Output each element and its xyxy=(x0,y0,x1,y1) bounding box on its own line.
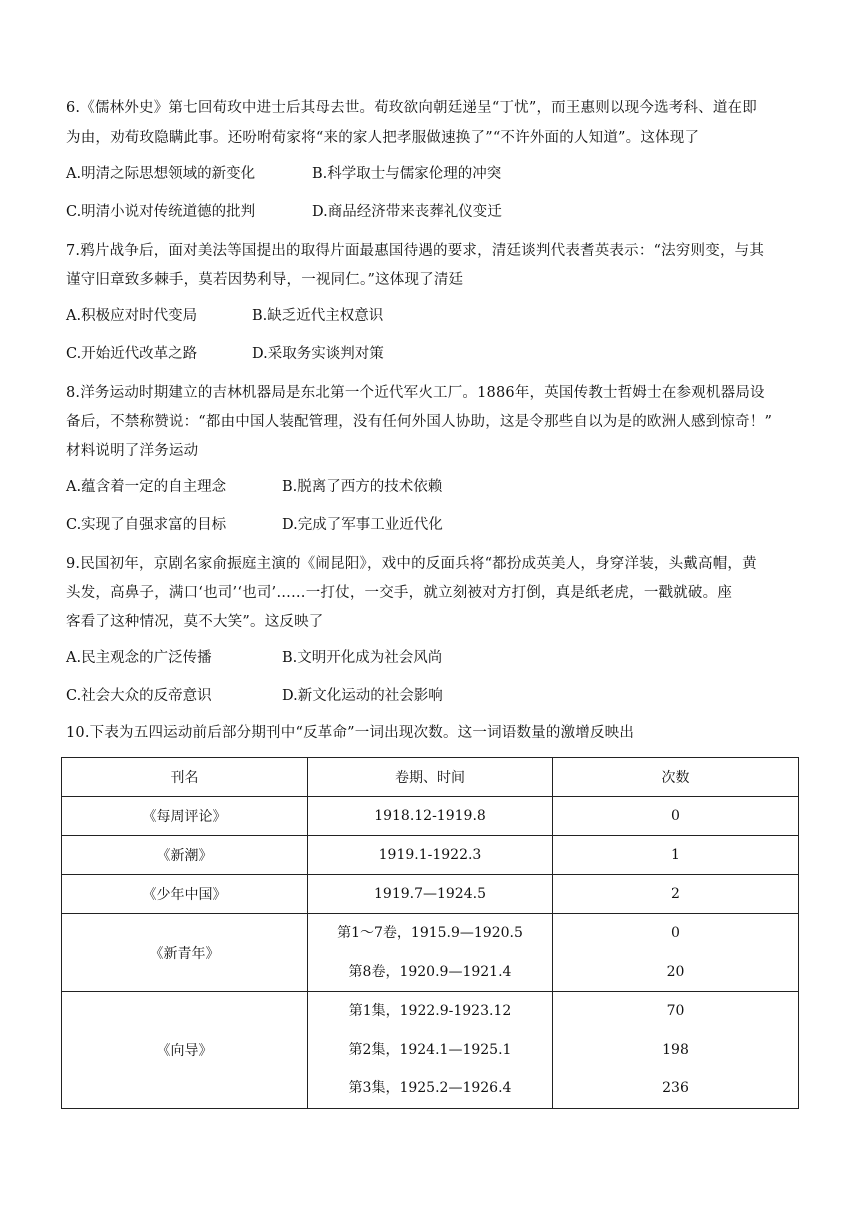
q8-option-c[interactable]: C.实现了自强求富的目标 xyxy=(66,517,227,533)
journal-table xyxy=(61,757,799,1109)
q9-stem-line3: 客看了这种情况，莫不大笑”。这反映了 xyxy=(66,614,324,630)
header-journal: 刊名 xyxy=(62,758,308,797)
journal-count: 2 xyxy=(553,875,799,914)
q8-stem-line3: 材料说明了洋务运动 xyxy=(66,443,199,459)
table-header-row xyxy=(62,758,799,797)
journal-period: 第2集，1924.1—1925.1 xyxy=(348,1041,512,1058)
q7-option-a[interactable]: A.积极应对时代变局 xyxy=(66,308,198,324)
q9-stem-line1: 9.民国初年，京剧名家俞振庭主演的《闹昆阳》，戏中的反面兵将“都扮成英美人，身穿洋装，头戴高帽，黄 xyxy=(66,556,757,572)
table-row xyxy=(62,797,799,836)
journal-periods xyxy=(308,992,553,1109)
q6-stem-line1: 6.《儒林外史》第七回荀玫中进士后其母去世。荀玫欲向朝廷递呈“丁忧”，而王惠则以现今选考科、道在即 xyxy=(66,100,757,116)
journal-count: 1 xyxy=(553,836,799,875)
journal-period: 第1～7卷，1915.9—1920.5 xyxy=(337,925,523,941)
q7-option-c[interactable]: C.开始近代改革之路 xyxy=(66,346,198,362)
q8-option-b[interactable]: B.脱离了西方的技术依赖 xyxy=(282,479,443,495)
journal-count: 0 xyxy=(553,797,799,836)
table-row xyxy=(62,992,799,1109)
journal-period: 第3集，1925.2—1926.4 xyxy=(348,1080,512,1096)
q6-option-a[interactable]: A.明清之际思想领域的新变化 xyxy=(66,166,256,182)
q9-option-a[interactable]: A.民主观念的广泛传播 xyxy=(66,650,212,666)
journal-name: 《向导》 xyxy=(62,992,308,1109)
q9-option-b[interactable]: B.文明开化成为社会风尚 xyxy=(282,650,443,666)
journal-period: 1919.1-1922.3 xyxy=(308,836,553,875)
journal-period: 1918.12-1919.8 xyxy=(308,797,553,836)
q8-option-a[interactable]: A.蕴含着一定的自主理念 xyxy=(66,479,227,495)
q10-stem: 10.下表为五四运动前后部分期刊中“反革命”一词出现次数。这一词语数量的激增反映出 xyxy=(66,725,635,741)
q9-option-d[interactable]: D.新文化运动的社会影响 xyxy=(282,688,443,704)
q8-stem-line2: 备后，不禁称赞说：“都由中国人装配管理，没有任何外国人协助，这是令那些自以为是的欧洲人感到惊奇！” xyxy=(66,414,773,430)
table-row xyxy=(62,914,799,992)
q9-option-c[interactable]: C.社会大众的反帝意识 xyxy=(66,688,212,704)
q8-option-d[interactable]: D.完成了军事工业近代化 xyxy=(282,517,443,533)
q7-option-d[interactable]: D.采取务实谈判对策 xyxy=(252,346,384,362)
journal-count: 198 xyxy=(662,1041,689,1058)
q6-option-d[interactable]: D.商品经济带来丧葬礼仪变迁 xyxy=(312,204,502,220)
q9-stem-line2: 头发，高鼻子，满口‘也司’‘也司’……一打仗，一交手，就立刻被对方打倒，真是纸老虎，一戳就破。座 xyxy=(66,585,733,601)
journal-count: 20 xyxy=(666,963,685,980)
journal-name: 《每周评论》 xyxy=(62,797,308,836)
journal-periods xyxy=(308,914,553,992)
table-row xyxy=(62,836,799,875)
journal-period: 1919.7—1924.5 xyxy=(308,875,553,914)
table-row xyxy=(62,875,799,914)
q6-option-b[interactable]: B.科学取士与儒家伦理的冲突 xyxy=(312,166,502,182)
journal-name: 《新青年》 xyxy=(62,914,308,992)
journal-count: 236 xyxy=(662,1080,689,1096)
journal-name: 《新潮》 xyxy=(62,836,308,875)
q6-stem-line2: 为由，劝荀玫隐瞒此事。还吩咐荀家将“来的家人把孝服做速换了”“不许外面的人知道”。这体现了 xyxy=(66,130,700,146)
journal-count: 70 xyxy=(666,1003,685,1019)
journal-name: 《少年中国》 xyxy=(62,875,308,914)
journal-period: 第8卷，1920.9—1921.4 xyxy=(348,963,512,980)
q7-stem-line1: 7.鸦片战争后，面对美法等国提出的取得片面最惠国待遇的要求，清廷谈判代表耆英表示：“法穷则变，与其 xyxy=(66,243,765,259)
q7-stem-line2: 谨守旧章致多棘手，莫若因势利导，一视同仁。”这体现了清廷 xyxy=(66,272,464,288)
journal-count: 0 xyxy=(671,925,680,941)
q8-stem-line1: 8.洋务运动时期建立的吉林机器局是东北第一个近代军火工厂。1886年，英国传教士哲姆士在参观机器局设 xyxy=(66,385,765,401)
journal-counts xyxy=(553,992,799,1109)
q6-option-c[interactable]: C.明清小说对传统道德的批判 xyxy=(66,204,256,220)
header-period: 卷期、时间 xyxy=(308,758,553,797)
journal-counts xyxy=(553,914,799,992)
header-count: 次数 xyxy=(553,758,799,797)
journal-period: 第1集，1922.9-1923.12 xyxy=(348,1003,512,1019)
q7-option-b[interactable]: B.缺乏近代主权意识 xyxy=(252,308,384,324)
